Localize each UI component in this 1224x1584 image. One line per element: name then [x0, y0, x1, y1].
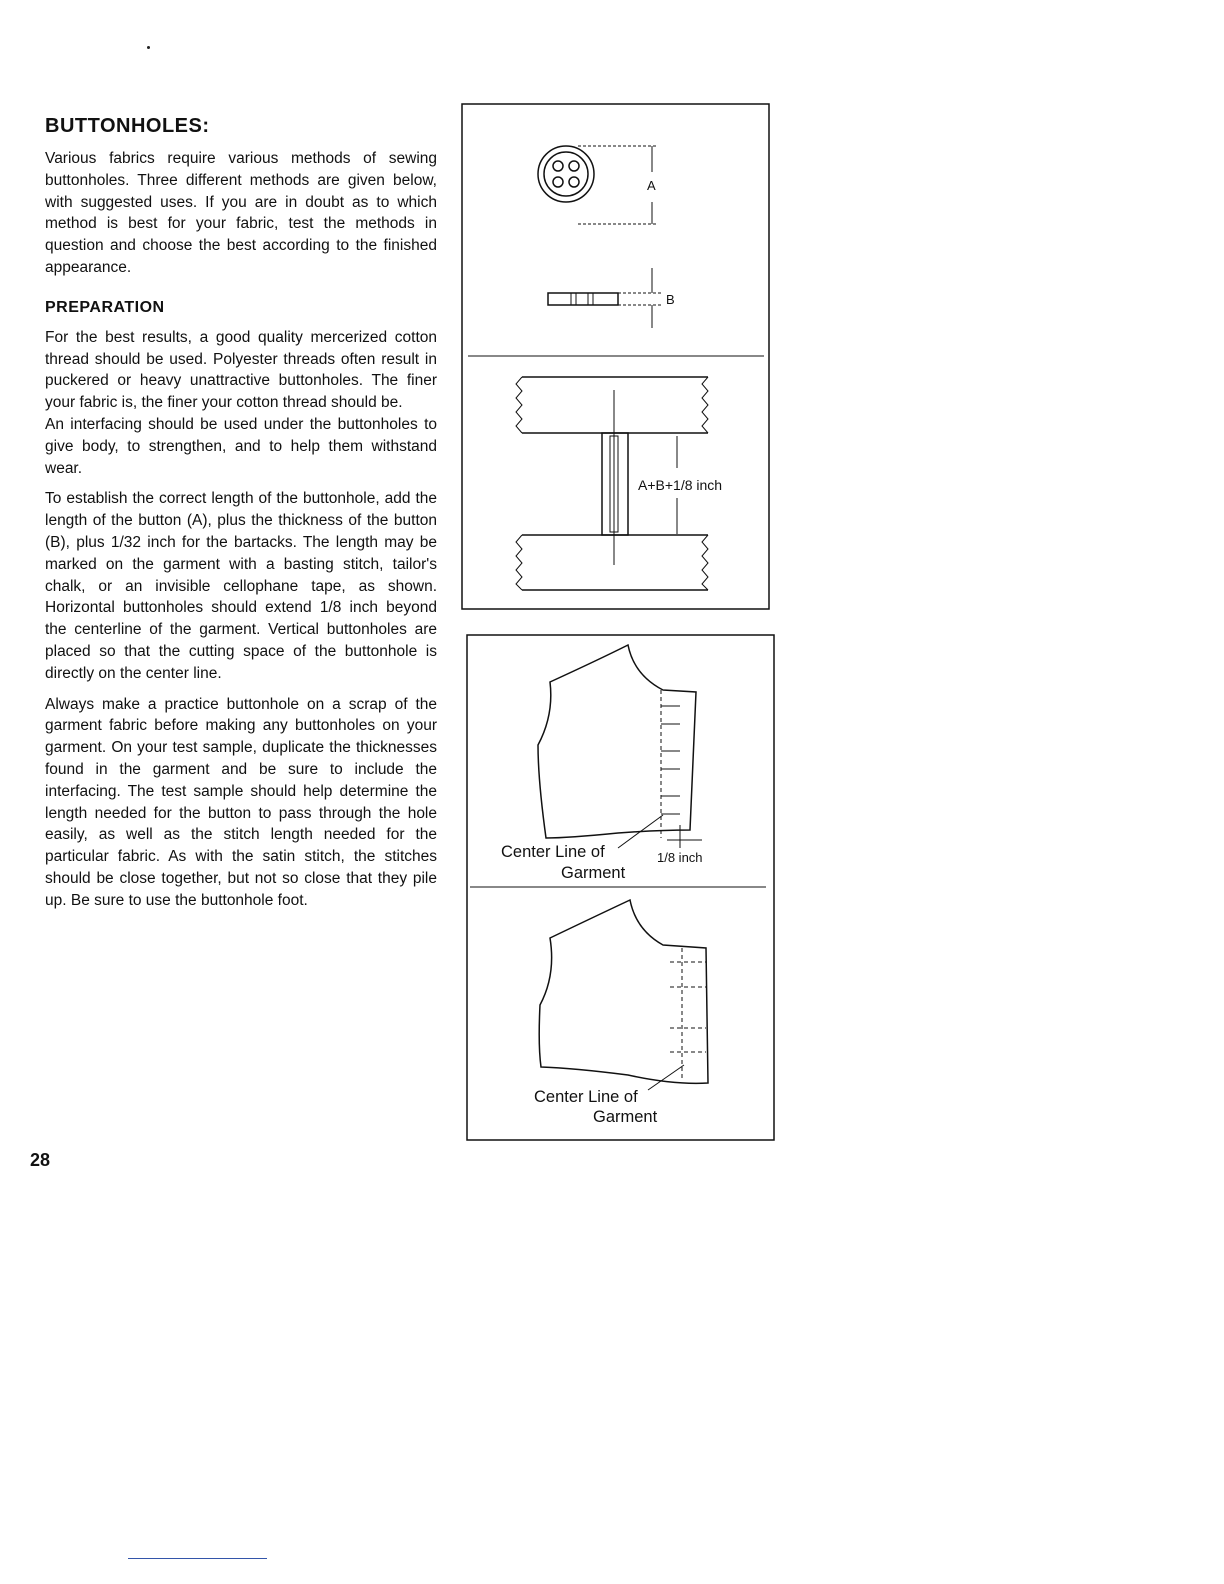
- stray-mark: [147, 46, 150, 49]
- length-label: A+B+1/8 inch: [638, 477, 723, 493]
- fabric-top-icon: [516, 377, 708, 433]
- garment-horizontal-icon: [538, 645, 702, 848]
- button-front-icon: [538, 146, 594, 202]
- label-a: A: [647, 178, 656, 193]
- preparation-paragraph-2: An interfacing should be used under the buttonholes to give body, to strengthen, and to help them withstand wear.: [45, 415, 437, 477]
- garment-vertical-icon: [539, 900, 708, 1090]
- footer-rule: [128, 1558, 267, 1559]
- dimension-a-icon: [578, 146, 658, 224]
- button-side-icon: [548, 293, 618, 305]
- vertical-garment-label: Garment: [593, 1108, 658, 1126]
- eighth-inch-label: 1/8 inch: [657, 850, 703, 865]
- fabric-bottom-icon: [516, 535, 708, 590]
- preparation-paragraph-3: To establish the correct length of the buttonhole, add the length of the button (A), plus the thickness of the button (B), plus 1/32 inch for the bartacks. The length may be marked on the garment with a basting stitch, tailor's chalk, or an invisible cellophane tape, as shown. Horizontal buttonholes should extend 1/8 inch beyond the centerline of the garment. Vertical buttonholes are placed so that the cutting space of the buttonhole is directly on the center line.: [45, 490, 437, 682]
- section-title: BUTTONHOLES:: [45, 115, 210, 137]
- vertical-center-line-label: Center Line of: [534, 1088, 638, 1106]
- intro-paragraph: Various fabrics require various methods of sewing buttonholes. Three different methods are given below, with suggested uses. If you are in doubt as to which method is best for your fabric, test the methods in question and choose the best according to the finished appearance.: [45, 150, 437, 276]
- page-number: 28: [30, 1150, 51, 1170]
- preparation-title: PREPARATION: [45, 298, 165, 316]
- label-b: B: [666, 292, 675, 307]
- text-column: [45, 115, 437, 912]
- horizontal-center-line-label: Center Line of: [501, 843, 605, 861]
- horizontal-garment-label: Garment: [561, 864, 626, 882]
- illustrations-svg: [458, 100, 780, 1145]
- illustrations: [458, 100, 780, 1145]
- preparation-paragraph-4: Always make a practice buttonhole on a scrap of the garment fabric before making any buttonholes on your garment. On your test sample, duplicate the thicknesses found in the garment and be sure to include the interfacing. The test sample should help determine the length needed for the button to pass through the hole easily, as well as the stitch length needed for the particular fabric. As with the satin stitch, the stitches should be close together, but not so close that they pile up. Be sure to use the buttonhole foot.: [45, 695, 437, 909]
- dimension-b-icon: [618, 268, 663, 328]
- buttonhole-icon: [602, 390, 628, 565]
- preparation-paragraph-1: For the best results, a good quality mercerized cotton thread should be used. Polyester threads often result in puckered or heavy unattractive buttonholes. The finer your fabric is, the finer your cotton thread should be.: [45, 328, 437, 412]
